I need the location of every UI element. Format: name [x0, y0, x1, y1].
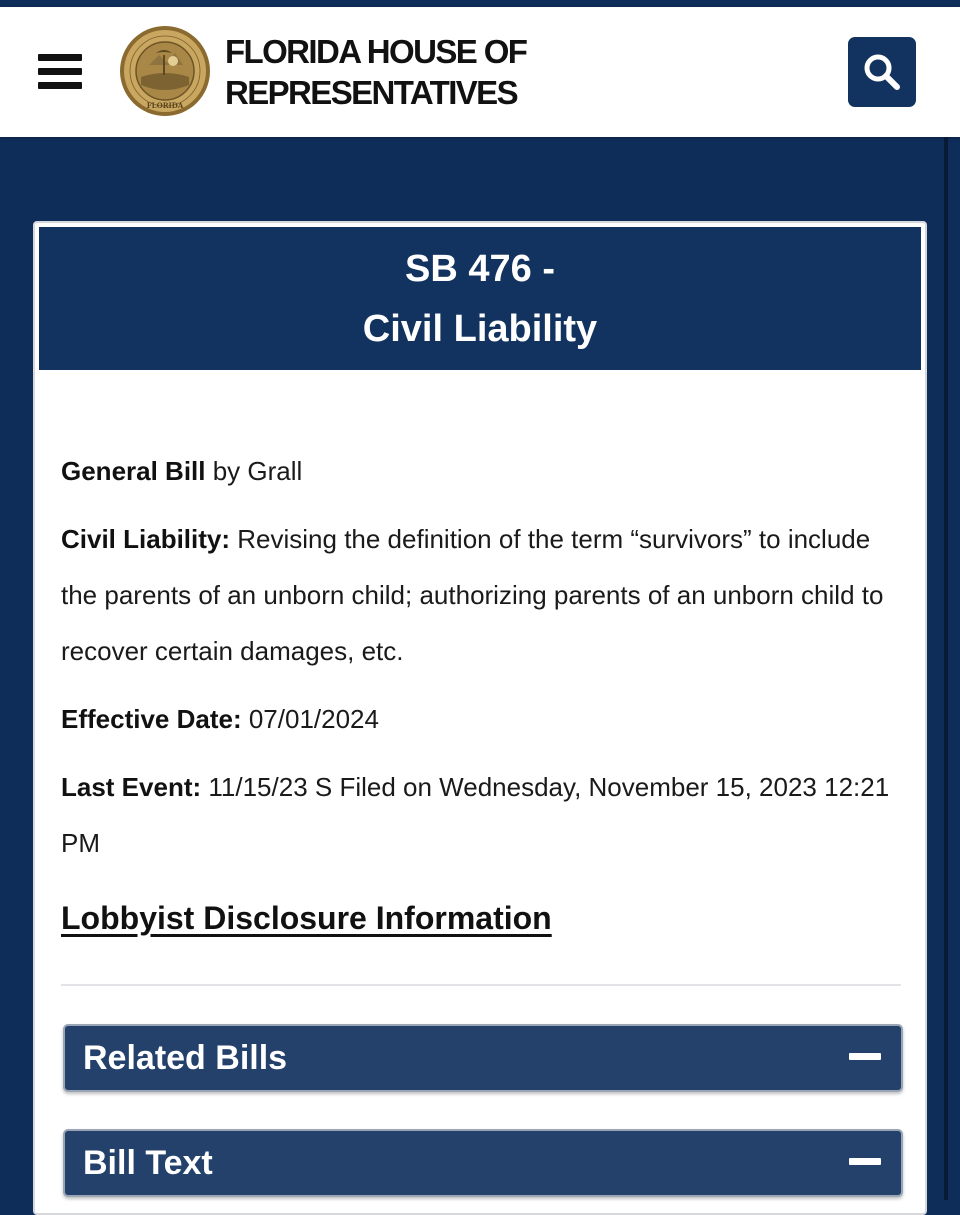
last-event-value: 11/15/23 S Filed on Wednesday, November 15, 2023 12:21 PM: [61, 772, 890, 858]
bill-text-accordion[interactable]: [63, 1129, 903, 1197]
related-bills-accordion[interactable]: [63, 1024, 903, 1092]
bill-summary: [61, 511, 901, 679]
search-button[interactable]: [848, 37, 916, 107]
house-seal-logo: [119, 25, 211, 117]
menu-icon[interactable]: [38, 54, 82, 90]
bill-card: [33, 221, 927, 1215]
bill-number: SB 476 -: [405, 248, 555, 290]
related-bills-label: Related Bills: [83, 1039, 288, 1077]
top-strip: [0, 0, 960, 7]
site-title[interactable]: FLORIDA HOUSE OF REPRESENTATIVES: [225, 33, 527, 111]
search-icon: [862, 52, 902, 92]
divider: [61, 984, 901, 986]
collapse-icon[interactable]: [849, 1053, 881, 1060]
effective-date-value: 07/01/2024: [241, 704, 379, 734]
bill-type-label: General Bill: [61, 456, 206, 486]
lobbyist-disclosure-link[interactable]: Lobbyist Disclosure Information: [61, 900, 552, 936]
bill-sponsor: by Grall: [205, 456, 303, 486]
page-edge: [944, 137, 948, 1200]
bill-details: [61, 443, 901, 883]
last-event-line: [61, 759, 901, 871]
effective-date-line: [61, 691, 901, 747]
summary-text: Revising the definition of the term “survivors” to include the parents of an unborn child; authorizing parents of an unborn child to recover certain damages, etc.: [61, 524, 884, 666]
site-header: [0, 7, 960, 137]
svg-text:FLORIDA: FLORIDA: [146, 101, 184, 110]
bill-title: Civil Liability: [362, 308, 598, 350]
summary-label: Civil Liability:: [61, 524, 231, 554]
last-event-label: Last Event:: [61, 772, 202, 802]
bill-card-header: [39, 227, 921, 370]
bill-type-line: [61, 443, 901, 499]
effective-date-label: Effective Date:: [61, 704, 242, 734]
collapse-icon[interactable]: [849, 1158, 881, 1165]
bill-text-label: Bill Text: [83, 1144, 213, 1182]
